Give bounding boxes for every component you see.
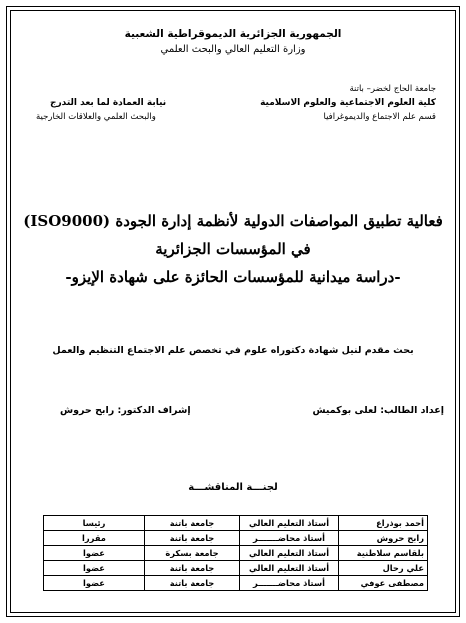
committee-table	[43, 515, 428, 591]
department-name: قسم علم الاجتماع والديموغرافيا	[323, 112, 436, 122]
faculty-name: كلية العلوم الاجتماعية والعلوم الاسلامية	[260, 98, 436, 108]
deanery-name: نيابة العمادة لما بعد التدرج	[50, 98, 167, 108]
member-role: عضوا	[44, 576, 145, 591]
member-university: جامعة باتنة	[145, 531, 240, 546]
member-role: رئيسا	[44, 516, 145, 531]
republic-name: الجمهورية الجزائرية الديموقراطية الشعبية	[124, 28, 342, 40]
thesis-title-line-1: فعالية تطبيق المواصفات الدولية لأنظمة إدارة الجودة (ISO9000)	[23, 212, 443, 230]
student-name: إعداد الطالب: لعلى بوكميش	[312, 405, 444, 416]
thesis-title-line-2: في المؤسسات الجزائرية	[155, 240, 311, 258]
member-university: جامعة باتنة	[145, 516, 240, 531]
member-name: أحمد بوذراع	[339, 516, 428, 531]
table-row	[44, 576, 428, 591]
member-name: بلقاسم سلاطنية	[339, 546, 428, 561]
member-university: جامعة باتنة	[145, 576, 240, 591]
member-role: مقررا	[44, 531, 145, 546]
thesis-title-line-3: -دراسة ميدانية للمؤسسات الحائزة على شهادة الإيزو-	[65, 268, 401, 286]
member-role: عضوا	[44, 561, 145, 576]
member-rank: أستاذ محاضـــــــر	[240, 576, 339, 591]
member-rank: أستاذ التعليم العالي	[240, 546, 339, 561]
member-rank: أستاذ التعليم العالي	[240, 561, 339, 576]
table-row	[44, 561, 428, 576]
table-row	[44, 546, 428, 561]
committee-heading: لجنـــة المناقشـــة	[188, 482, 278, 493]
member-rank: أستاذ التعليم العالي	[240, 516, 339, 531]
member-name: رابح حروش	[339, 531, 428, 546]
table-row	[44, 531, 428, 546]
member-university: جامعة بسكرة	[145, 546, 240, 561]
ministry-name: وزارة التعليم العالي والبحث العلمي	[160, 44, 306, 55]
member-name: علي رحال	[339, 561, 428, 576]
member-name: مصطفى عوفي	[339, 576, 428, 591]
supervisor-name: إشراف الدكتور: رابح حروش	[60, 405, 191, 416]
university-name: جامعة الحاج لخضر– باتنة	[349, 84, 436, 94]
member-role: عضوا	[44, 546, 145, 561]
table-row	[44, 516, 428, 531]
research-office: والبحث العلمي والعلاقات الخارجية	[36, 112, 156, 122]
submission-statement: بحث مقدم لنيل شهادة دكتوراه علوم في تخصص علم الاجتماع التنظيم والعمل	[52, 345, 414, 356]
member-rank: أستاذ محاضـــــــر	[240, 531, 339, 546]
member-university: جامعة باتنة	[145, 561, 240, 576]
